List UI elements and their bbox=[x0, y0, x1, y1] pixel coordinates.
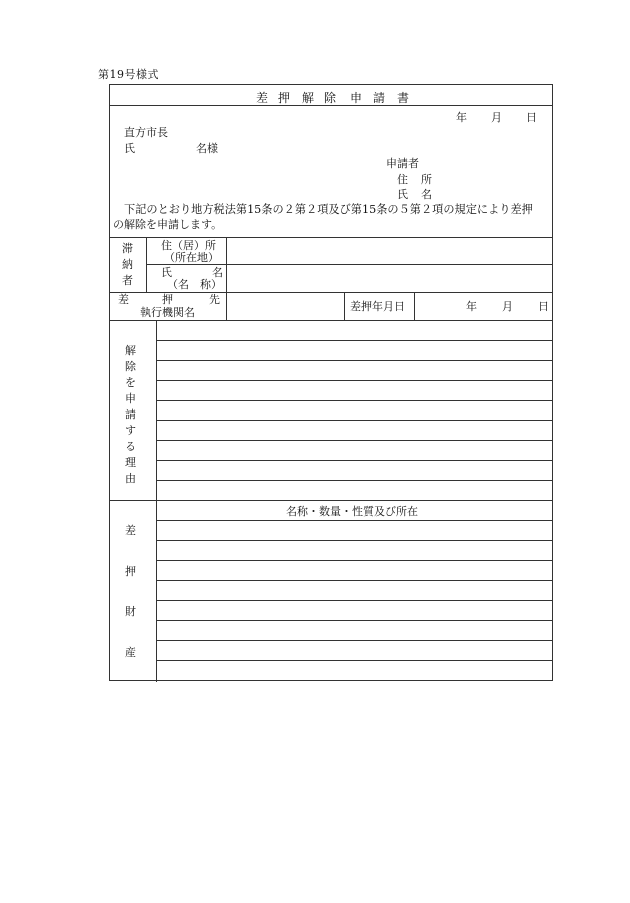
taxpayer-name-b: 名 bbox=[212, 266, 223, 279]
title-char: 解 bbox=[302, 91, 315, 105]
title-char: 請 bbox=[373, 91, 386, 105]
seizure-date-day: 日 bbox=[538, 300, 549, 313]
body-text-line2: の解除を申請します。 bbox=[113, 218, 223, 231]
property-char: 差 bbox=[125, 524, 136, 537]
property-line bbox=[157, 600, 552, 601]
taxpayer-address-label: 住（居）所 bbox=[161, 239, 216, 252]
agency-char-c: 先 bbox=[209, 293, 220, 306]
reason-char: 由 bbox=[125, 472, 136, 485]
property-line bbox=[157, 560, 552, 561]
title-char: 申 bbox=[350, 91, 363, 105]
applicant-address-a: 住 bbox=[397, 173, 408, 186]
date-day: 日 bbox=[526, 111, 537, 124]
reason-char: す bbox=[125, 424, 136, 437]
taxpayer-name-sub: （名 称） bbox=[167, 278, 222, 291]
title-char: 差 bbox=[256, 91, 269, 105]
taxpayer-char: 者 bbox=[122, 274, 133, 287]
seizure-date-year: 年 bbox=[466, 300, 477, 313]
taxpayer-char: 滞 bbox=[122, 242, 133, 255]
date-month: 月 bbox=[491, 111, 502, 124]
addressee: 直方市長 bbox=[124, 126, 168, 139]
reason-char: 除 bbox=[125, 360, 136, 373]
property-line bbox=[157, 520, 552, 521]
divider bbox=[414, 292, 415, 320]
reason-line bbox=[157, 440, 552, 441]
salutation-honorific: 名様 bbox=[196, 142, 218, 155]
title-char: 押 bbox=[278, 91, 291, 105]
reason-char: る bbox=[125, 440, 136, 453]
property-line bbox=[157, 620, 552, 621]
seizure-date-month: 月 bbox=[502, 300, 513, 313]
salutation-surname: 氏 bbox=[124, 142, 135, 155]
reason-line bbox=[157, 380, 552, 381]
application-form bbox=[109, 84, 553, 681]
reason-char: 理 bbox=[125, 456, 136, 469]
divider bbox=[110, 292, 552, 293]
reason-char: 請 bbox=[125, 408, 136, 421]
applicant-address-b: 所 bbox=[421, 173, 432, 186]
property-char: 財 bbox=[125, 605, 136, 618]
date-year: 年 bbox=[456, 111, 467, 124]
taxpayer-char: 納 bbox=[122, 258, 133, 271]
agency-char-a: 差 bbox=[118, 293, 129, 306]
title-char: 書 bbox=[397, 91, 410, 105]
reason-char: 解 bbox=[125, 344, 136, 357]
taxpayer-address-sub: （所在地） bbox=[164, 251, 219, 264]
divider bbox=[110, 320, 552, 321]
property-char: 産 bbox=[125, 646, 136, 659]
taxpayer-name-a: 氏 bbox=[161, 266, 172, 279]
agency-label: 執行機関名 bbox=[140, 306, 195, 319]
applicant-name-b: 名 bbox=[421, 188, 432, 201]
reason-line bbox=[157, 420, 552, 421]
seizure-date-label: 差押年月日 bbox=[350, 300, 405, 313]
property-line bbox=[157, 660, 552, 661]
property-line bbox=[157, 580, 552, 581]
divider bbox=[110, 237, 552, 238]
applicant-label: 申請者 bbox=[386, 157, 419, 170]
property-line bbox=[157, 640, 552, 641]
divider bbox=[110, 500, 552, 501]
property-char: 押 bbox=[125, 565, 136, 578]
body-text-line1: 下記のとおり地方税法第15条の２第２項及び第15条の５第２項の規定により差押 bbox=[124, 203, 533, 216]
agency-char-b: 押 bbox=[162, 293, 173, 306]
reason-line bbox=[157, 480, 552, 481]
reason-char: を bbox=[125, 376, 136, 389]
divider bbox=[110, 105, 552, 106]
reason-line bbox=[157, 400, 552, 401]
property-header: 名称・数量・性質及び所在 bbox=[286, 505, 418, 518]
property-line bbox=[157, 540, 552, 541]
divider bbox=[156, 320, 157, 682]
divider bbox=[344, 292, 345, 320]
form-number: 第19号様式 bbox=[98, 68, 159, 81]
reason-line bbox=[157, 340, 552, 341]
title-char: 除 bbox=[324, 91, 337, 105]
divider bbox=[146, 264, 552, 265]
reason-line bbox=[157, 360, 552, 361]
divider bbox=[226, 292, 227, 320]
reason-line bbox=[157, 460, 552, 461]
reason-char: 申 bbox=[125, 392, 136, 405]
applicant-name-a: 氏 bbox=[397, 188, 408, 201]
